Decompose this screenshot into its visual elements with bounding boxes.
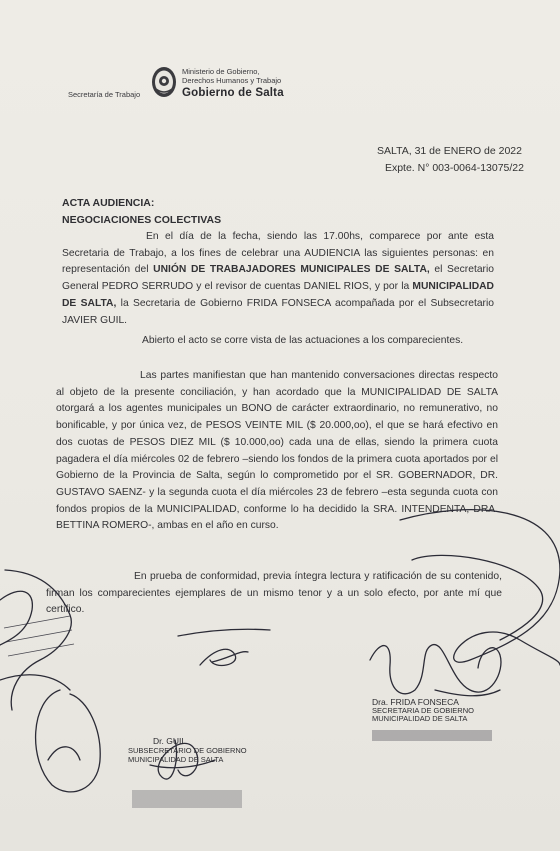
place-date: SALTA, 31 de ENERO de 2022	[377, 145, 522, 157]
document-subtitle: NEGOCIACIONES COLECTIVAS	[62, 214, 222, 226]
government-title: Gobierno de Salta	[182, 87, 284, 99]
paragraph-opening: Abierto el acto se corre vista de las actuaciones a los comparecientes.	[142, 335, 464, 346]
stamp-left-line-2: SUBSECRETARIO DE GOBIERNO	[128, 746, 247, 755]
provincial-seal-icon	[150, 65, 178, 99]
paragraph-conformity: En prueba de conformidad, previa íntegra lectura y ratificación de su contenido, firman los comparecientes ejemplares de un mismo tenor y a un solo efecto, por ante mí que certifico.	[46, 571, 502, 616]
paragraph-agreement: Las partes manifiestan que han mantenido conversaciones directas respecto al objeto de la presente conciliación, y han acordado que la MUNICIPALIDAD DE SALTA otorgará a los agentes municipales un BONO de carácter extraordinario, no remunerativo, no bonificable, y por única vez, de PESOS VEINTE MIL ($ 20.000,oo), el que se hará efectivo en dos cuotas de PESOS DIEZ MIL ($ 10.000,oo) cada una de ellas, siendo la primera cuota pagadera el día miércoles 02 de febrero –siendo los fondos de la primera cuota aportados por el Gobierno de la Provincia de Salta, según lo comprometido por el SR. GOBERNADOR, DR. GUSTAVO SAENZ- y la segunda cuota el día miércoles 23 de febrero –esta segunda cuota con fondos propios de la MUNICIPALIDAD, conforme lo ha decidido la SRA. INTENDENTA, DRA. BETTINA ROMERO-, ambas en el año en curso.	[56, 370, 498, 532]
municipality-name: MUNICIPALIDAD DE SALTA,	[62, 281, 494, 309]
document-title: ACTA AUDIENCIA:	[62, 197, 155, 209]
signature-bottom-left	[36, 690, 101, 792]
p1-text-a: En el día de la fecha, siendo las 17.00hs, comparece por ante esta Secretaria de Trabajo, a los fines de celebrar una AUDIENCIA las siguientes personas: en representación del	[62, 231, 494, 276]
file-number: Expte. N° 003-0064-13075/22	[384, 162, 524, 174]
ministry-name	[182, 68, 281, 85]
department-label: Secretaría de Trabajo	[68, 90, 141, 99]
paragraph-appearance	[62, 229, 494, 329]
letterhead	[68, 63, 308, 107]
ministry-line-1: Ministerio de Gobierno,	[182, 67, 260, 76]
stamp-secretaria-gobierno	[372, 698, 474, 724]
stamp-right-line-1: Dra. FRIDA FONSECA	[372, 697, 459, 707]
p1-text-c: la Secretaria de Gobierno FRIDA FONSECA acompañada por el Subsecretario JAVIER GUIL.	[62, 297, 495, 326]
p1-text-b: el Secretario General PEDRO SERRUDO y el revisor de cuentas DANIEL RIOS, y por la	[62, 264, 494, 293]
stamp-subsecretario-gobierno	[128, 737, 247, 764]
stamp-left-line-1: Dr. GUIL	[153, 736, 187, 746]
union-name: UNIÓN DE TRABAJADORES MUNICIPALES DE SALTA,	[153, 264, 430, 276]
stamp-left-line-3: MUNICIPALIDAD DE SALTA	[128, 755, 224, 764]
signature-center	[178, 629, 270, 636]
ministry-line-2: Derechos Humanos y Trabajo	[182, 75, 282, 85]
stamp-right-line-3: MUNICIPALIDAD DE SALTA	[372, 714, 468, 723]
stamp-right-line-2: SECRETARIA DE GOBIERNO	[372, 705, 474, 715]
signature-left-edge	[0, 591, 32, 645]
